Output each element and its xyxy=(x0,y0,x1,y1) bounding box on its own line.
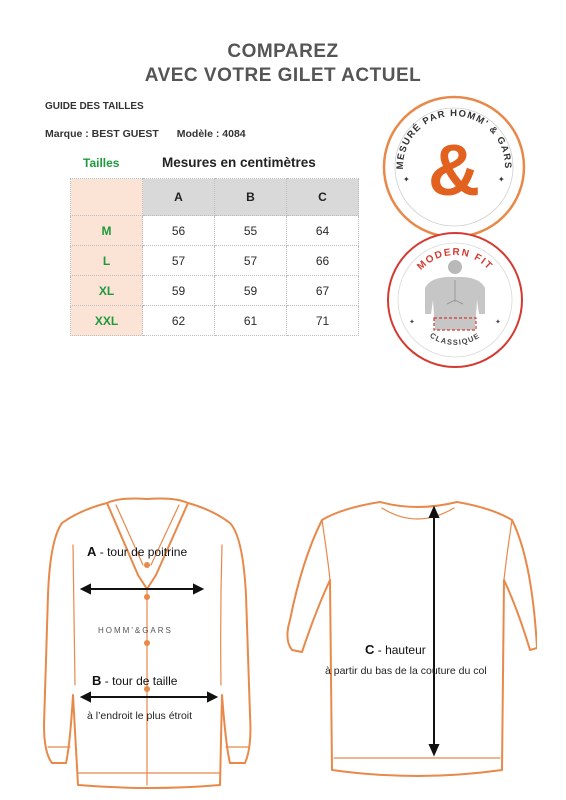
value-cell: 57 xyxy=(143,246,215,276)
value-cell: 56 xyxy=(143,216,215,246)
value-cell: 66 xyxy=(287,246,359,276)
star-icon: ✦ xyxy=(498,175,505,184)
sizes-header: Tailles xyxy=(83,156,120,170)
classique-text: CLASSIQUE xyxy=(428,330,482,347)
value-cell: 55 xyxy=(215,216,287,246)
value-cell: 59 xyxy=(143,276,215,306)
chest-letter: A xyxy=(87,544,97,559)
value-cell: 64 xyxy=(287,216,359,246)
cardigan-front-sketch xyxy=(40,485,255,795)
height-text: - hauteur xyxy=(377,643,426,657)
table-row xyxy=(71,216,359,246)
waist-letter: B xyxy=(92,673,102,688)
value-cell: 59 xyxy=(215,276,287,306)
column-header-c: C xyxy=(287,179,359,216)
star-icon: ✦ xyxy=(495,318,501,326)
height-arrow xyxy=(430,508,438,754)
value-cell: 57 xyxy=(215,246,287,276)
size-cell: XXL xyxy=(71,306,143,336)
column-header-b: B xyxy=(215,179,287,216)
size-cell: M xyxy=(71,216,143,246)
table-row xyxy=(71,306,359,336)
waist-arrow xyxy=(82,693,216,701)
size-cell: L xyxy=(71,246,143,276)
value-cell: 67 xyxy=(287,276,359,306)
size-table xyxy=(70,178,359,336)
table-corner-cell xyxy=(71,179,143,216)
chest-label xyxy=(87,544,187,559)
waist-text: - tour de taille xyxy=(104,674,178,688)
measured-badge-text: MESURÉ PAR HOMM' & GARS xyxy=(394,107,514,170)
model-label: Modèle : 4084 xyxy=(176,128,246,140)
waist-label xyxy=(92,673,177,688)
value-cell: 71 xyxy=(287,306,359,336)
fit-badge xyxy=(385,230,525,370)
measures-header: Mesures en centimètres xyxy=(162,155,316,170)
height-note: à partir du bas de la couture du col xyxy=(325,665,487,677)
star-icon: ✦ xyxy=(403,175,410,184)
chest-arrow xyxy=(82,585,202,593)
page-title-line1: COMPAREZ xyxy=(227,41,339,62)
size-cell: XL xyxy=(71,276,143,306)
ampersand-symbol: & xyxy=(428,131,480,211)
chest-text: - tour de poitrine xyxy=(99,545,188,559)
column-header-a: A xyxy=(143,179,215,216)
height-label xyxy=(365,642,426,657)
sweater-back-sketch xyxy=(282,490,537,790)
table-row xyxy=(71,246,359,276)
brand-label: Marque : BEST GUEST xyxy=(45,128,159,140)
modern-fit-text: MODERN FIT xyxy=(415,246,495,273)
table-row xyxy=(71,276,359,306)
table-header-row xyxy=(71,179,359,216)
height-letter: C xyxy=(365,642,375,657)
measured-badge xyxy=(381,94,527,240)
waist-note: à l’endroit le plus étroit xyxy=(87,710,193,722)
star-icon: ✦ xyxy=(409,318,415,326)
guide-label: GUIDE DES TAILLES xyxy=(45,101,144,112)
page-title-line2: AVEC VOTRE GILET ACTUEL xyxy=(144,65,422,86)
value-cell: 62 xyxy=(143,306,215,336)
brand-model-line xyxy=(45,128,246,140)
brand-logo: HOMM'&GARS xyxy=(98,626,173,635)
value-cell: 61 xyxy=(215,306,287,336)
